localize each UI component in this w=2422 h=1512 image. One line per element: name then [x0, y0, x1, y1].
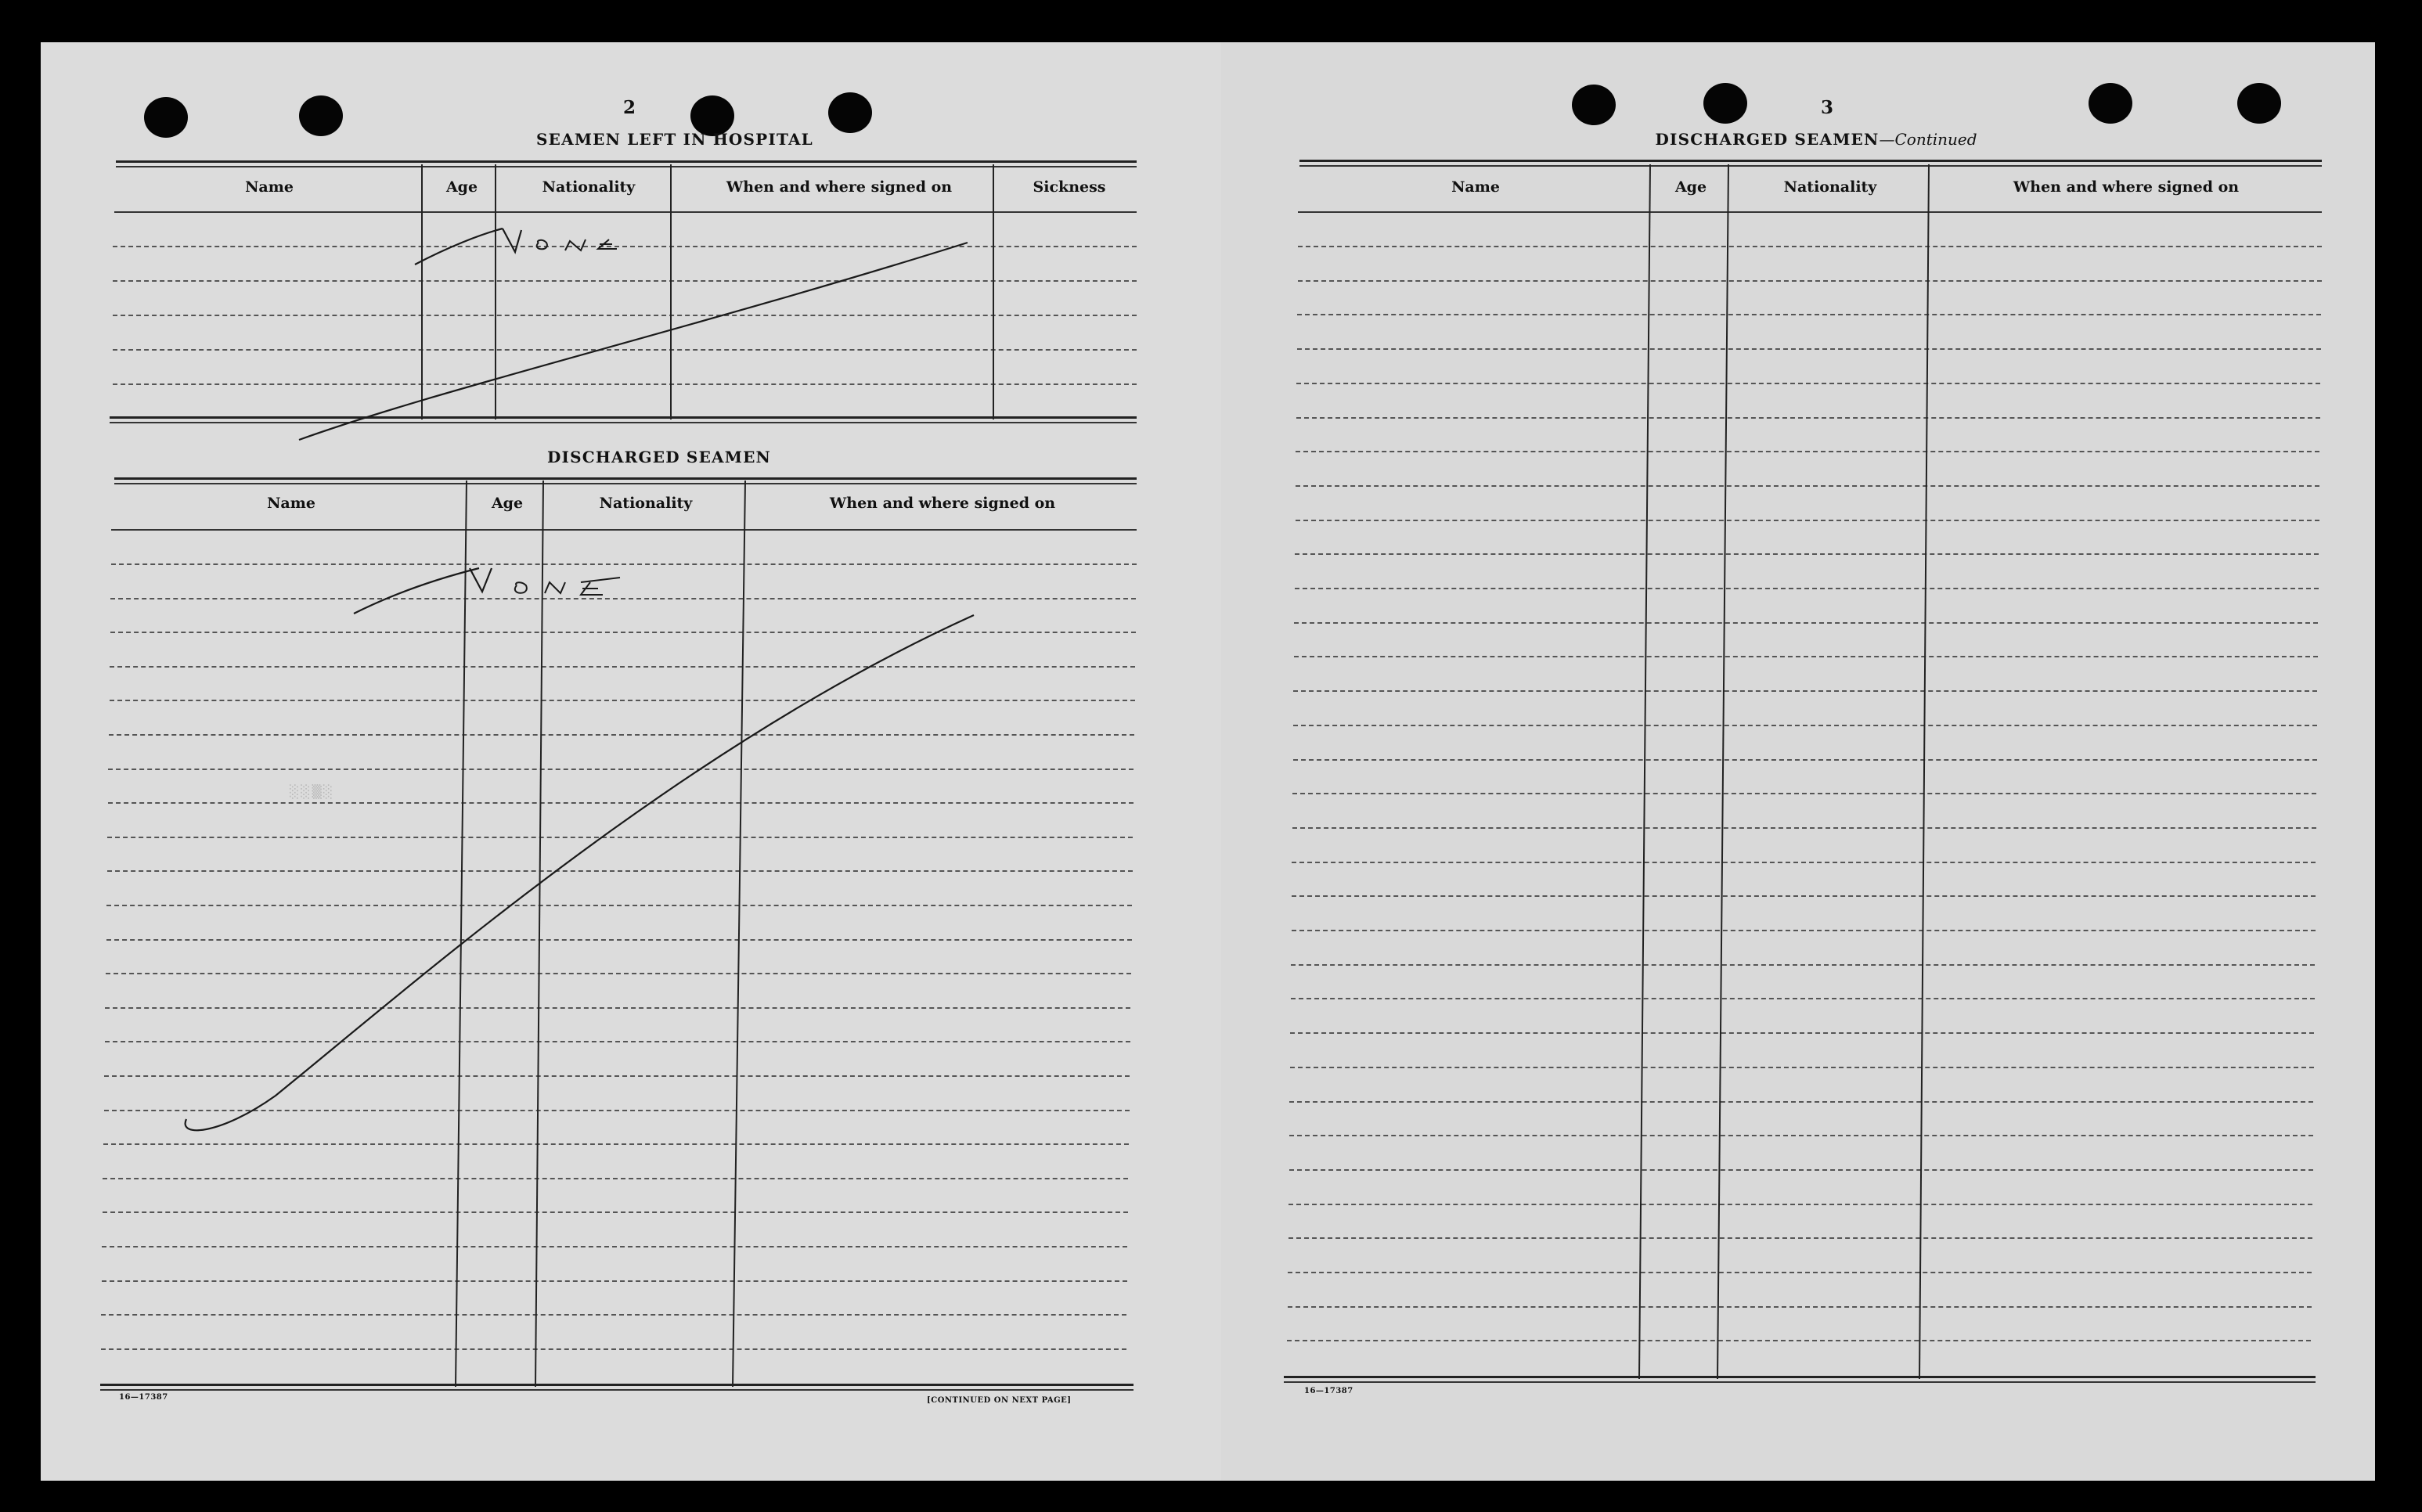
discharged-continued-title: DISCHARGED SEAMEN—Continued — [1655, 130, 1977, 149]
hospital-section-title: SEAMEN LEFT IN HOSPITAL — [536, 130, 813, 149]
column-header-sickness: Sickness — [1033, 178, 1106, 196]
column-header-signed-on: When and where signed on — [2013, 178, 2240, 196]
column-header-nationality: Nationality — [599, 495, 693, 512]
column-header-nationality: Nationality — [542, 178, 636, 196]
column-header-name: Name — [1451, 178, 1500, 196]
form-number: 16—17387 — [119, 1393, 168, 1402]
column-header-signed-on: When and where signed on — [829, 495, 1056, 512]
column-header-name: Name — [267, 495, 315, 512]
faint-stamp: ░░▒░ — [290, 784, 335, 799]
column-header-age: Age — [445, 178, 478, 196]
column-header-age: Age — [1674, 178, 1707, 196]
left-page — [41, 42, 1221, 1481]
discharged-section-title: DISCHARGED SEAMEN — [547, 448, 771, 466]
page-number: 2 — [623, 97, 636, 118]
page-number: 3 — [1821, 97, 1834, 118]
right-page — [1221, 42, 2375, 1481]
form-number: 16—17387 — [1304, 1387, 1353, 1395]
continued-note: [CONTINUED ON NEXT PAGE] — [927, 1396, 1072, 1405]
column-header-signed-on: When and where signed on — [726, 178, 953, 196]
column-header-nationality: Nationality — [1783, 178, 1877, 196]
column-dividers — [1221, 42, 2375, 1481]
handwriting-cancel-strokes — [41, 42, 1221, 1481]
column-header-name: Name — [245, 178, 294, 196]
column-header-age: Age — [491, 495, 524, 512]
